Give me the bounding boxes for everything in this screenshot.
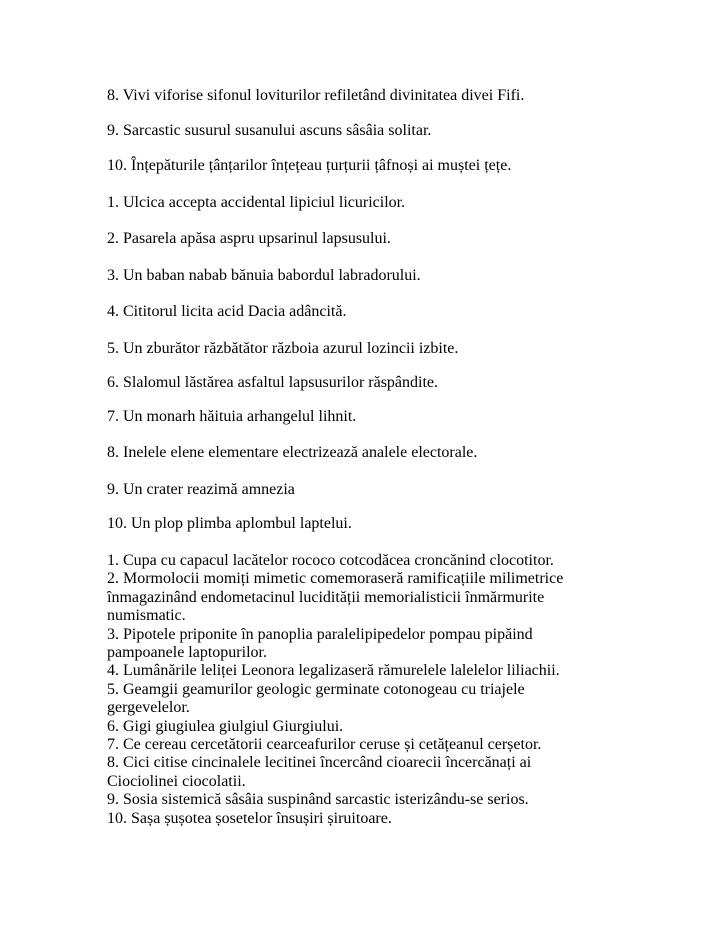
text-block (107, 552, 597, 828)
block-paragraph: 1. Cupa cu capacul lacătelor rococo cotcodăcea croncănind clocotitor. (107, 552, 554, 569)
block-paragraph: 4. Lumânările leliței Leonora legalizaseră rămurelele lalelelor liliachii. (107, 662, 560, 680)
text-line: 3. Un baban nabab bănuia babordul labradorului. (107, 267, 421, 284)
text-line: 7. Un monarh hăituia arhangelul lihnit. (107, 408, 357, 425)
block-paragraph: 5. Geamgii geamurilor geologic germinate cotonogeau cu triajele gergevelelor. (107, 680, 525, 717)
text-line: 9. Sarcastic susurul susanului ascuns sâsâia solitar. (107, 122, 432, 139)
text-line: 6. Slalomul lăstărea asfaltul lapsusurilor răspândite. (107, 374, 439, 391)
text-line: 10. Înțepăturile țânțarilor înțețeau țurțurii țâfnoși ai muștei țețe. (107, 157, 512, 174)
text-line: 8. Vivi viforise sifonul loviturilor refiletând divinitatea divei Fifi. (107, 87, 525, 104)
text-line: 1. Ulcica accepta accidental lipiciul licuricilor. (107, 194, 406, 211)
block-paragraph: 2. Mormolocii momiți mimetic comemoraseră ramificațiile milimetrice înmagazinând endometacinul lucidității memorialisticii înmărmurite numismatic. (107, 570, 564, 625)
block-paragraph: 10. Sașa șușotea șosetelor însușiri șiruitoare. (107, 809, 392, 827)
text-line: 4. Cititorul licita acid Dacia adâncită. (107, 303, 347, 320)
text-line: 8. Inelele elene elementare electrizează analele electorale. (107, 444, 478, 461)
block-paragraph: 8. Cici citise cincinalele lecitinei încercând cioarecii încercănați ai Ciociolinei ciocolatii. (107, 754, 532, 790)
text-line: 9. Un crater reazimă amnezia (107, 481, 295, 498)
text-line: 5. Un zburător răzbătător războia azurul lozincii izbite. (107, 340, 459, 357)
block-paragraph: 9. Sosia sistemică sâsâia suspinând sarcastic isterizându-se serios. (107, 791, 529, 809)
text-line: 2. Pasarela apăsa aspru upsarinul lapsusului. (107, 230, 391, 247)
text-line: 10. Un plop plimba aplombul laptelui. (107, 515, 352, 532)
block-paragraph: 6. Gigi giugiulea giulgiul Giurgiului. (107, 717, 344, 735)
block-paragraph: 7. Ce cereau cercetătorii cearceafurilor ceruse și cetățeanul cerșetor. (107, 736, 542, 754)
block-paragraph: 3. Pipotele priponite în panoplia paralelipipedelor pompau pipăind pampoanele laptopurilor. (107, 625, 533, 662)
